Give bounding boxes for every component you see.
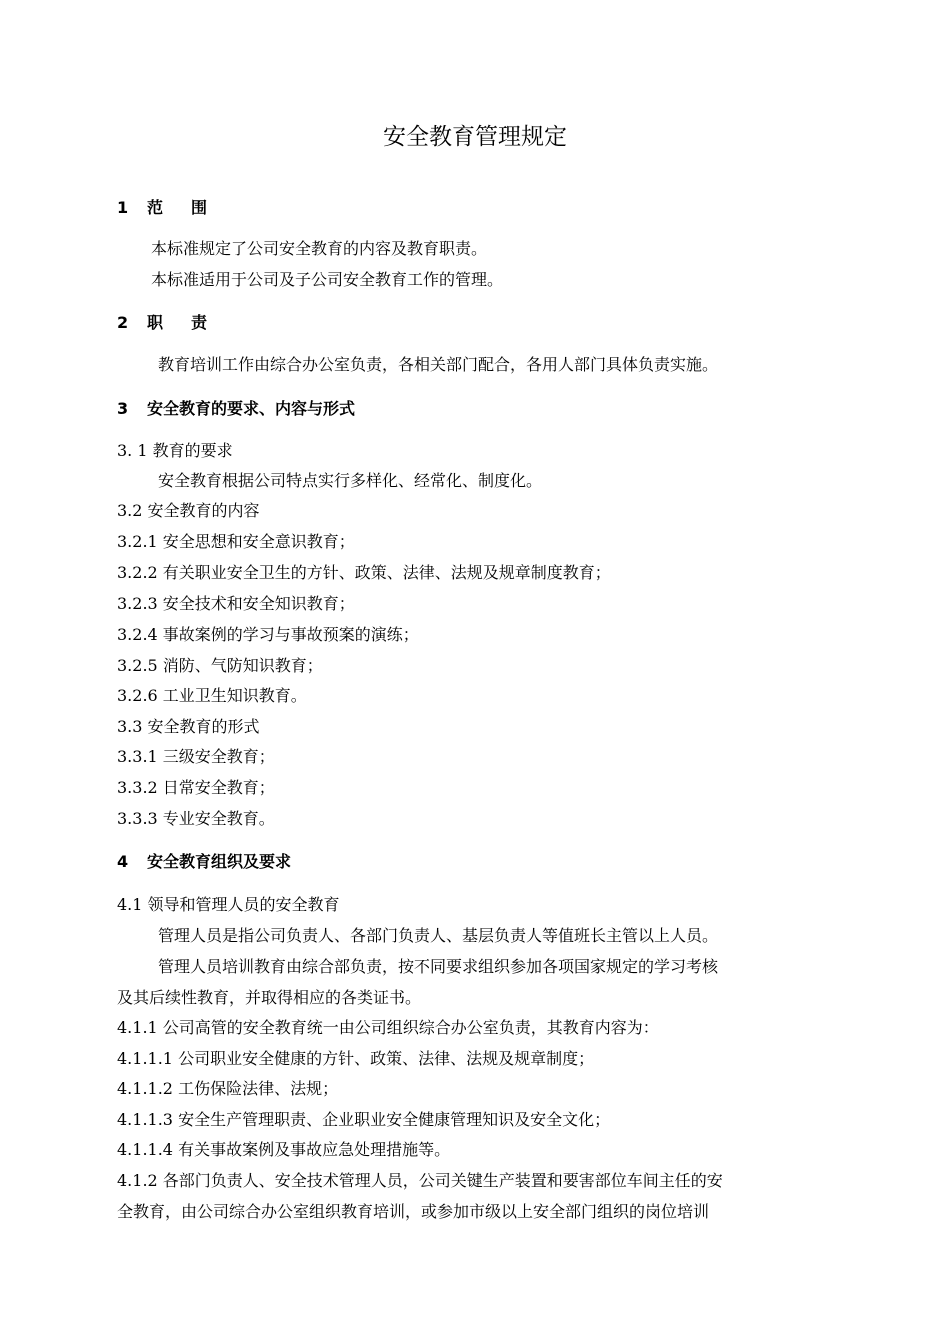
list-item: 3.2.6 工业卫生知识教育。 bbox=[117, 686, 307, 705]
list-item: 3.3.1 三级安全教育； bbox=[117, 747, 275, 766]
subsection-heading: 3.3 安全教育的形式 bbox=[117, 717, 260, 736]
section-number: 3 bbox=[117, 399, 129, 418]
section-title-char: 职 bbox=[147, 313, 164, 332]
paragraph: 及其后续性教育，并取得相应的各类证书。 bbox=[117, 988, 422, 1007]
section-title-char: 责 bbox=[191, 313, 208, 332]
paragraph: 管理人员是指公司负责人、各部门负责人、基层负责人等值班长主管以上人员。 bbox=[158, 926, 719, 945]
paragraph: 安全教育根据公司特点实行多样化、经常化、制度化。 bbox=[158, 471, 543, 490]
subsection-heading: 3. 1 教育的要求 bbox=[117, 441, 233, 460]
list-item: 3.2.1 安全思想和安全意识教育； bbox=[117, 532, 355, 551]
document-title: 安全教育管理规定 bbox=[383, 124, 567, 150]
paragraph: 管理人员培训教育由综合部负责，按不同要求组织参加各项国家规定的学习考核 bbox=[158, 957, 719, 976]
list-item: 3.2.2 有关职业安全卫生的方针、政策、法律、法规及规章制度教育； bbox=[117, 563, 611, 582]
list-item: 4.1.1 公司高管的安全教育统一由公司组织综合办公室负责，其教育内容为： bbox=[117, 1018, 659, 1037]
section-2-heading bbox=[117, 312, 207, 334]
section-1-heading bbox=[117, 197, 207, 219]
list-item: 3.2.4 事故案例的学习与事故预案的演练； bbox=[117, 625, 419, 644]
section-number: 2 bbox=[117, 313, 129, 332]
section-title: 安全教育组织及要求 bbox=[147, 852, 292, 871]
list-item: 4.1.1.2 工伤保险法律、法规； bbox=[117, 1079, 339, 1098]
list-item: 4.1.1.1 公司职业安全健康的方针、政策、法律、法规及规章制度； bbox=[117, 1049, 595, 1068]
section-title-char: 围 bbox=[191, 198, 208, 217]
paragraph: 教育培训工作由综合办公室负责，各相关部门配合，各用人部门具体负责实施。 bbox=[158, 355, 719, 374]
subsection-heading: 3.2 安全教育的内容 bbox=[117, 501, 260, 520]
list-item: 4.1.1.4 有关事故案例及事故应急处理措施等。 bbox=[117, 1140, 451, 1159]
list-item: 3.2.5 消防、气防知识教育； bbox=[117, 656, 323, 675]
section-title-char: 范 bbox=[147, 198, 164, 217]
paragraph: 本标准适用于公司及子公司安全教育工作的管理。 bbox=[151, 270, 504, 289]
section-number: 1 bbox=[117, 198, 129, 217]
section-number: 4 bbox=[117, 852, 129, 871]
section-4-heading bbox=[117, 851, 291, 873]
list-item: 3.3.3 专业安全教育。 bbox=[117, 809, 275, 828]
paragraph: 全教育，由公司综合办公室组织教育培训，或参加市级以上安全部门组织的岗位培训 bbox=[117, 1202, 710, 1221]
list-item: 4.1.2 各部门负责人、安全技术管理人员，公司关键生产装置和要害部位车间主任的安 bbox=[117, 1171, 723, 1190]
list-item: 4.1.1.3 安全生产管理职责、企业职业安全健康管理知识及安全文化； bbox=[117, 1110, 611, 1129]
paragraph: 本标准规定了公司安全教育的内容及教育职责。 bbox=[151, 239, 488, 258]
list-item: 3.3.2 日常安全教育； bbox=[117, 778, 275, 797]
section-3-heading bbox=[117, 398, 355, 420]
list-item: 3.2.3 安全技术和安全知识教育； bbox=[117, 594, 355, 613]
subsection-heading: 4.1 领导和管理人员的安全教育 bbox=[117, 895, 340, 914]
section-title: 安全教育的要求、内容与形式 bbox=[147, 399, 356, 418]
